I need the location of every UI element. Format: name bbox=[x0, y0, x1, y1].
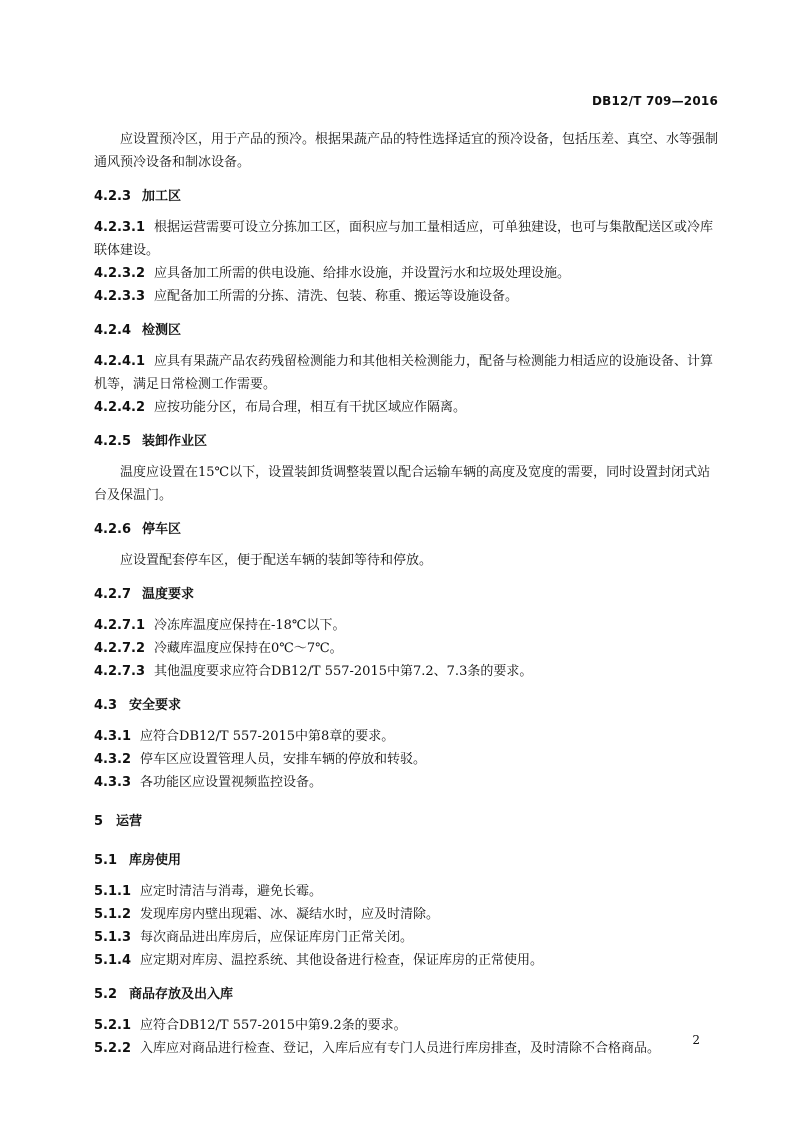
section-title: 商品存放及出入库 bbox=[129, 987, 234, 1002]
section-heading-4-2-4 bbox=[94, 319, 720, 342]
section-title: 装卸作业区 bbox=[142, 434, 208, 449]
clause-text: 应具有果蔬产品农药残留检测能力和其他相关检测能力，配备与检测能力相适应的设施设备、计算机等，满足日常检测工作需要。 bbox=[94, 354, 714, 392]
clause-text: 应定期对库房、温控系统、其他设备进行检查，保证库房的正常使用。 bbox=[140, 953, 544, 968]
clause-text: 应具备加工所需的供电设施、给排水设施，并设置污水和垃圾处理设施。 bbox=[154, 266, 571, 281]
clause-4-2-4-2 bbox=[94, 396, 720, 419]
clause-text: 冷藏库温度应保持在0℃～7℃。 bbox=[154, 641, 343, 656]
clause-text: 每次商品进出库房后，应保证库房门正常关闭。 bbox=[140, 930, 414, 945]
section-number: 5.2 bbox=[94, 987, 118, 1002]
section-number: 4.2.4 bbox=[94, 323, 132, 338]
clause-5-1-1 bbox=[94, 880, 720, 903]
clause-text: 应配备加工所需的分拣、清洗、包装、称重、搬运等设施设备。 bbox=[154, 289, 519, 304]
clause-text: 应符合DB12/T 557-2015中第8章的要求。 bbox=[140, 729, 395, 744]
clause-number: 4.3.2 bbox=[94, 752, 132, 767]
clause-number: 4.2.4.1 bbox=[94, 354, 145, 369]
clause-number: 4.2.7.3 bbox=[94, 664, 145, 679]
clause-4-3-1 bbox=[94, 725, 720, 748]
clause-5-1-3 bbox=[94, 926, 720, 949]
clause-number: 5.1.1 bbox=[94, 884, 132, 899]
clause-number: 4.2.3.1 bbox=[94, 220, 145, 235]
section-number: 4.2.7 bbox=[94, 587, 132, 602]
clause-number: 5.1.2 bbox=[94, 907, 132, 922]
clause-4-2-7-3 bbox=[94, 660, 720, 683]
section-number: 4.2.3 bbox=[94, 189, 132, 204]
document-body bbox=[94, 128, 720, 1060]
clause-text: 根据运营需要可设立分拣加工区，面积应与加工量相适应，可单独建设，也可与集散配送区或冷库联体建设。 bbox=[94, 220, 714, 258]
chapter-title: 运营 bbox=[116, 814, 143, 829]
section-heading-4-2-6 bbox=[94, 518, 720, 541]
section-title: 库房使用 bbox=[129, 853, 182, 868]
clause-4-2-3-3 bbox=[94, 285, 720, 308]
section-number: 4.3 bbox=[94, 698, 118, 713]
clause-text: 入库应对商品进行检查、登记，入库后应有专门人员进行库房排查，及时清除不合格商品。 bbox=[140, 1041, 661, 1056]
chapter-heading-5 bbox=[94, 810, 720, 833]
clause-4-2-4-1 bbox=[94, 350, 720, 396]
section-title: 温度要求 bbox=[142, 587, 195, 602]
section-title: 加工区 bbox=[142, 189, 182, 204]
clause-text: 应符合DB12/T 557-2015中第9.2条的要求。 bbox=[140, 1018, 407, 1033]
section-number: 4.2.6 bbox=[94, 522, 132, 537]
clause-number: 5.2.1 bbox=[94, 1018, 132, 1033]
clause-number: 5.2.2 bbox=[94, 1041, 132, 1056]
section-heading-4-3 bbox=[94, 694, 720, 717]
section-title: 检测区 bbox=[142, 323, 182, 338]
section-title: 安全要求 bbox=[129, 698, 182, 713]
section-title: 停车区 bbox=[142, 522, 182, 537]
precool-paragraph: 应设置预冷区，用于产品的预冷。根据果蔬产品的特性选择适宜的预冷设备，包括压差、真空、水等强制通风预冷设备和制冰设备。 bbox=[94, 132, 719, 170]
clause-text: 应按功能分区，布局合理，相互有干扰区域应作隔离。 bbox=[154, 400, 467, 415]
clause-4-2-7-1 bbox=[94, 614, 720, 637]
clause-4-3-3 bbox=[94, 771, 720, 794]
clause-5-2-1 bbox=[94, 1014, 720, 1037]
clause-text: 停车区应设置管理人员，安排车辆的停放和转驳。 bbox=[140, 752, 427, 767]
clause-text: 冷冻库温度应保持在-18℃以下。 bbox=[154, 618, 346, 633]
section-heading-4-2-5 bbox=[94, 430, 720, 453]
clause-text: 应定时清洁与消毒，避免长霉。 bbox=[140, 884, 323, 899]
clause-4-2-7-2 bbox=[94, 637, 720, 660]
clause-5-2-2 bbox=[94, 1037, 720, 1060]
document-code-header: DB12/T 709—2016 bbox=[592, 94, 718, 108]
section-heading-4-2-7 bbox=[94, 583, 720, 606]
section-heading-5-2 bbox=[94, 983, 720, 1006]
chapter-number: 5 bbox=[94, 814, 104, 829]
clause-text: 各功能区应设置视频监控设备。 bbox=[140, 775, 323, 790]
clause-text: 其他温度要求应符合DB12/T 557-2015中第7.2、7.3条的要求。 bbox=[154, 664, 533, 679]
section-number: 4.2.5 bbox=[94, 434, 132, 449]
clause-number: 4.3.3 bbox=[94, 775, 132, 790]
clause-number: 5.1.4 bbox=[94, 953, 132, 968]
clause-text: 发现库房内壁出现霜、冰、凝结水时，应及时清除。 bbox=[140, 907, 440, 922]
clause-number: 5.1.3 bbox=[94, 930, 132, 945]
clause-4-3-2 bbox=[94, 748, 720, 771]
section-number: 5.1 bbox=[94, 853, 118, 868]
section-heading-5-1 bbox=[94, 849, 720, 872]
page-number: 2 bbox=[692, 1033, 700, 1047]
loading-zone-paragraph: 温度应设置在15℃以下，设置装卸货调整装置以配合运输车辆的高度及宽度的需要，同时设置封闭式站台及保温门。 bbox=[94, 465, 711, 503]
parking-paragraph: 应设置配套停车区，便于配送车辆的装卸等待和停放。 bbox=[120, 553, 433, 568]
section-heading-4-2-3 bbox=[94, 185, 720, 208]
clause-4-2-3-1 bbox=[94, 216, 720, 262]
clause-number: 4.2.3.2 bbox=[94, 266, 145, 281]
clause-4-2-3-2 bbox=[94, 262, 720, 285]
clause-number: 4.2.4.2 bbox=[94, 400, 145, 415]
clause-number: 4.2.3.3 bbox=[94, 289, 145, 304]
clause-number: 4.2.7.1 bbox=[94, 618, 145, 633]
clause-5-1-2 bbox=[94, 903, 720, 926]
clause-5-1-4 bbox=[94, 949, 720, 972]
clause-number: 4.2.7.2 bbox=[94, 641, 145, 656]
clause-number: 4.3.1 bbox=[94, 729, 132, 744]
